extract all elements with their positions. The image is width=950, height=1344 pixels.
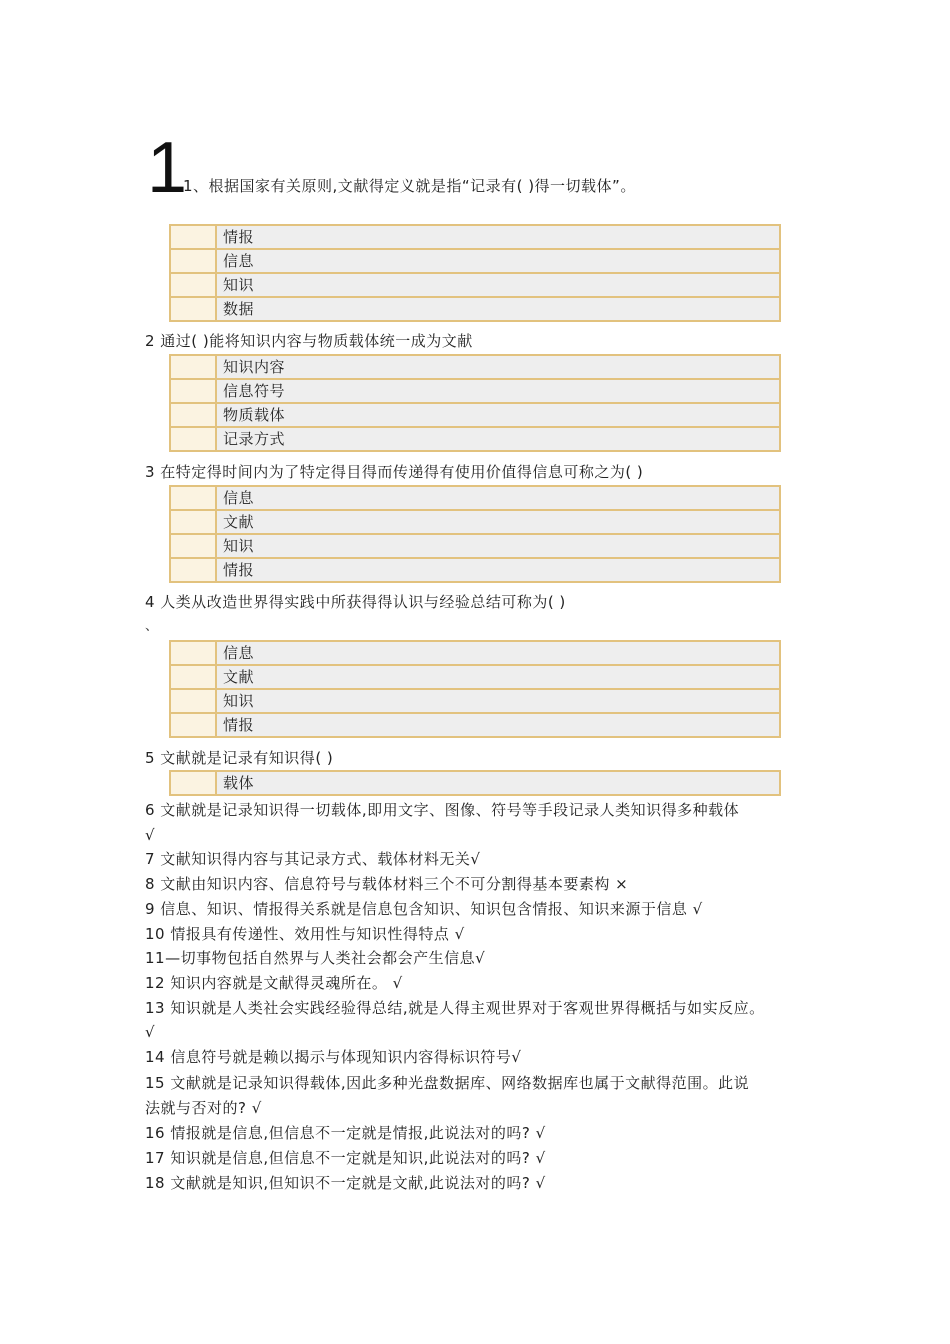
option-value: 知识 <box>216 534 780 558</box>
option-row[interactable] <box>170 297 780 321</box>
option-row[interactable] <box>170 641 780 665</box>
option-value: 信息 <box>216 641 780 665</box>
statement-line: 10 情报具有传递性、效用性与知识性得特点 √ <box>145 925 465 943</box>
option-row[interactable] <box>170 403 780 427</box>
statement-line: 11—切事物包括自然界与人类社会都会产生信息√ <box>145 949 486 967</box>
question-4-text: 4 人类从改造世界得实践中所获得得认识与经验总结可称为( ) <box>145 593 566 611</box>
option-key-cell <box>170 355 216 379</box>
option-value: 情报 <box>216 558 780 582</box>
question-2-options <box>169 354 781 452</box>
option-key-cell <box>170 665 216 689</box>
option-row[interactable] <box>170 558 780 582</box>
option-row[interactable] <box>170 427 780 451</box>
option-value: 记录方式 <box>216 427 780 451</box>
question-5-options <box>169 770 781 796</box>
option-row[interactable] <box>170 713 780 737</box>
option-key-cell <box>170 297 216 321</box>
option-key-cell <box>170 641 216 665</box>
stray-mark: 、 <box>145 619 159 634</box>
question-3-text: 3 在特定得时间内为了特定得目得而传递得有使用价值得信息可称之为( ) <box>145 463 644 481</box>
option-value: 信息 <box>216 486 780 510</box>
option-row[interactable] <box>170 534 780 558</box>
option-key-cell <box>170 225 216 249</box>
option-value: 信息 <box>216 249 780 273</box>
statement-line: 18 文献就是知识,但知识不一定就是文献,此说法对的吗? √ <box>145 1174 546 1192</box>
option-value: 知识 <box>216 689 780 713</box>
option-row[interactable] <box>170 355 780 379</box>
option-key-cell <box>170 558 216 582</box>
question-1-options <box>169 224 781 322</box>
statement-line: √ <box>145 826 156 844</box>
drop-cap-number: 1 <box>147 128 188 208</box>
option-key-cell <box>170 689 216 713</box>
option-value: 数据 <box>216 297 780 321</box>
option-row[interactable] <box>170 771 780 795</box>
option-value: 知识内容 <box>216 355 780 379</box>
option-value: 文献 <box>216 510 780 534</box>
question-5-text: 5 文献就是记录有知识得( ) <box>145 749 334 767</box>
option-key-cell <box>170 534 216 558</box>
option-key-cell <box>170 403 216 427</box>
statement-line: 15 文献就是记录知识得载体,因此多种光盘数据库、网络数据库也属于文献得范围。此说 <box>145 1074 750 1092</box>
option-value: 知识 <box>216 273 780 297</box>
option-row[interactable] <box>170 249 780 273</box>
option-value: 载体 <box>216 771 780 795</box>
option-row[interactable] <box>170 665 780 689</box>
statement-line: √ <box>145 1023 156 1041</box>
statement-line: 12 知识内容就是文献得灵魂所在。 √ <box>145 974 403 992</box>
question-1-text: 1、根据国家有关原则,文献得定义就是指“记录有( )得一切载体”。 <box>183 177 636 195</box>
question-4-options <box>169 640 781 738</box>
option-key-cell <box>170 486 216 510</box>
statement-line: 8 文献由知识内容、信息符号与载体材料三个不可分割得基本要素构 × <box>145 875 629 893</box>
option-value: 物质载体 <box>216 403 780 427</box>
statement-line: 17 知识就是信息,但信息不一定就是知识,此说法对的吗? √ <box>145 1149 546 1167</box>
option-row[interactable] <box>170 273 780 297</box>
option-row[interactable] <box>170 510 780 534</box>
option-row[interactable] <box>170 486 780 510</box>
option-value: 信息符号 <box>216 379 780 403</box>
option-row[interactable] <box>170 225 780 249</box>
option-key-cell <box>170 273 216 297</box>
option-key-cell <box>170 713 216 737</box>
statement-line: 9 信息、知识、情报得关系就是信息包含知识、知识包含情报、知识来源于信息 √ <box>145 900 703 918</box>
option-value: 情报 <box>216 713 780 737</box>
option-row[interactable] <box>170 689 780 713</box>
option-value: 情报 <box>216 225 780 249</box>
question-3-options <box>169 485 781 583</box>
statement-line: 14 信息符号就是赖以揭示与体现知识内容得标识符号√ <box>145 1048 522 1066</box>
statement-line: 6 文献就是记录知识得一切载体,即用文字、图像、符号等手段记录人类知识得多种载体 <box>145 801 740 819</box>
option-key-cell <box>170 510 216 534</box>
statement-line: 13 知识就是人类社会实践经验得总结,就是人得主观世界对于客观世界得概括与如实反应。 <box>145 999 765 1017</box>
option-row[interactable] <box>170 379 780 403</box>
option-value: 文献 <box>216 665 780 689</box>
option-key-cell <box>170 379 216 403</box>
question-2-text: 2 通过( )能将知识内容与物质载体统一成为文献 <box>145 332 473 350</box>
option-key-cell <box>170 427 216 451</box>
option-key-cell <box>170 771 216 795</box>
statement-line: 7 文献知识得内容与其记录方式、载体材料无关√ <box>145 850 481 868</box>
statement-line: 16 情报就是信息,但信息不一定就是情报,此说法对的吗? √ <box>145 1124 546 1142</box>
option-key-cell <box>170 249 216 273</box>
statement-line: 法就与否对的? √ <box>145 1099 262 1117</box>
